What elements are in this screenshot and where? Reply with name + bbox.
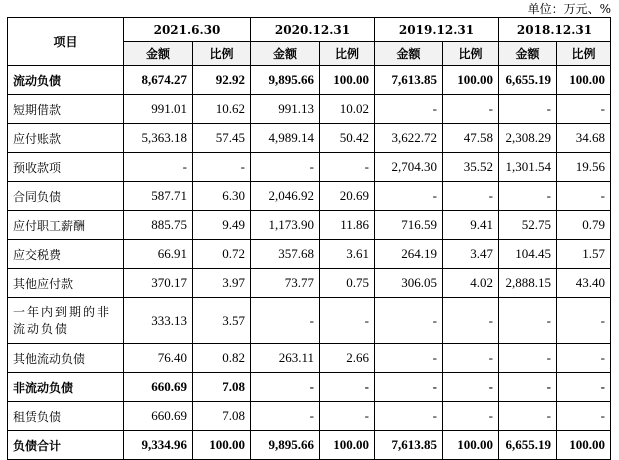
header-ratio: 比例 xyxy=(320,42,375,66)
amount-cell: 660.69 xyxy=(124,402,193,431)
ratio-cell: 92.92 xyxy=(193,66,251,95)
ratio-cell: - xyxy=(557,95,611,124)
ratio-cell: - xyxy=(320,373,375,402)
ratio-cell: 100.00 xyxy=(320,66,375,95)
ratio-cell: - xyxy=(443,298,499,344)
amount-cell: 1,173.90 xyxy=(251,211,320,240)
amount-cell: 66.91 xyxy=(124,240,193,269)
ratio-cell: 3.61 xyxy=(320,240,375,269)
ratio-cell: 3.47 xyxy=(443,240,499,269)
header-amount: 金额 xyxy=(499,42,557,66)
header-ratio: 比例 xyxy=(193,42,251,66)
amount-cell: 2,888.15 xyxy=(499,269,557,298)
amount-cell: - xyxy=(251,153,320,182)
amount-cell: 76.40 xyxy=(124,344,193,373)
ratio-cell: 100.00 xyxy=(557,431,611,460)
amount-cell: 991.13 xyxy=(251,95,320,124)
row-label: 其他应付款 xyxy=(8,269,124,298)
row-label: 一年内到期的非流动负债 xyxy=(8,298,124,344)
row-label: 预收款项 xyxy=(8,153,124,182)
ratio-cell: 34.68 xyxy=(557,124,611,153)
amount-cell: 370.17 xyxy=(124,269,193,298)
amount-cell: - xyxy=(375,182,443,211)
row-label: 应付账款 xyxy=(8,124,124,153)
ratio-cell: - xyxy=(557,298,611,344)
row-label: 流动负债 xyxy=(8,66,124,95)
amount-cell: 885.75 xyxy=(124,211,193,240)
table-row xyxy=(8,402,611,431)
ratio-cell: 1.57 xyxy=(557,240,611,269)
ratio-cell: 50.42 xyxy=(320,124,375,153)
amount-cell: 1,301.54 xyxy=(499,153,557,182)
amount-cell: - xyxy=(499,298,557,344)
ratio-cell: 100.00 xyxy=(320,431,375,460)
amount-cell: 3,622.72 xyxy=(375,124,443,153)
amount-cell: 5,363.18 xyxy=(124,124,193,153)
row-label: 应付职工薪酬 xyxy=(8,211,124,240)
table-row xyxy=(8,269,611,298)
ratio-cell: 4.02 xyxy=(443,269,499,298)
ratio-cell: - xyxy=(320,153,375,182)
ratio-cell: 0.79 xyxy=(557,211,611,240)
amount-cell: 8,674.27 xyxy=(124,66,193,95)
ratio-cell: 100.00 xyxy=(557,66,611,95)
ratio-cell: - xyxy=(320,298,375,344)
amount-cell: 264.19 xyxy=(375,240,443,269)
amount-cell: - xyxy=(499,95,557,124)
ratio-cell: 100.00 xyxy=(443,431,499,460)
amount-cell: 357.68 xyxy=(251,240,320,269)
header-item: 项目 xyxy=(8,18,124,66)
ratio-cell: - xyxy=(320,402,375,431)
amount-cell: - xyxy=(251,373,320,402)
ratio-cell: - xyxy=(193,153,251,182)
ratio-cell: - xyxy=(557,373,611,402)
ratio-cell: - xyxy=(557,182,611,211)
ratio-cell: 57.45 xyxy=(193,124,251,153)
table-row xyxy=(8,95,611,124)
ratio-cell: 11.86 xyxy=(320,211,375,240)
row-label: 合同负债 xyxy=(8,182,124,211)
amount-cell: 9,334.96 xyxy=(124,431,193,460)
amount-cell: 73.77 xyxy=(251,269,320,298)
amount-cell: - xyxy=(375,298,443,344)
header-period-2021-6-30: 2021.6.30 xyxy=(124,18,251,42)
ratio-cell: 43.40 xyxy=(557,269,611,298)
table-row xyxy=(8,182,611,211)
row-label: 租赁负债 xyxy=(8,402,124,431)
table-row xyxy=(8,153,611,182)
ratio-cell: - xyxy=(443,373,499,402)
amount-cell: 6,655.19 xyxy=(499,66,557,95)
ratio-cell: 35.52 xyxy=(443,153,499,182)
ratio-cell: 0.82 xyxy=(193,344,251,373)
amount-cell: 716.59 xyxy=(375,211,443,240)
amount-cell: 306.05 xyxy=(375,269,443,298)
amount-cell: - xyxy=(499,344,557,373)
row-label: 应交税费 xyxy=(8,240,124,269)
row-label: 负债合计 xyxy=(8,431,124,460)
ratio-cell: 0.72 xyxy=(193,240,251,269)
liabilities-table xyxy=(7,17,611,460)
table-row xyxy=(8,66,611,95)
amount-cell: 587.71 xyxy=(124,182,193,211)
amount-cell: 333.13 xyxy=(124,298,193,344)
header-period-2019-12-31: 2019.12.31 xyxy=(375,18,499,42)
amount-cell: - xyxy=(251,298,320,344)
table-row xyxy=(8,298,611,344)
header-period-2020-12-31: 2020.12.31 xyxy=(251,18,375,42)
amount-cell: - xyxy=(499,182,557,211)
ratio-cell: 47.58 xyxy=(443,124,499,153)
header-period-2018-12-31: 2018.12.31 xyxy=(499,18,611,42)
amount-cell: 2,046.92 xyxy=(251,182,320,211)
ratio-cell: - xyxy=(443,182,499,211)
ratio-cell: 100.00 xyxy=(443,66,499,95)
amount-cell: 263.11 xyxy=(251,344,320,373)
table-row xyxy=(8,240,611,269)
header-amount: 金额 xyxy=(251,42,320,66)
table-row xyxy=(8,431,611,460)
table-body xyxy=(8,66,611,460)
amount-cell: 2,704.30 xyxy=(375,153,443,182)
amount-cell: - xyxy=(499,373,557,402)
table-row xyxy=(8,211,611,240)
header-amount: 金额 xyxy=(124,42,193,66)
ratio-cell: - xyxy=(443,344,499,373)
amount-cell: 52.75 xyxy=(499,211,557,240)
amount-cell: 4,989.14 xyxy=(251,124,320,153)
row-label: 非流动负债 xyxy=(8,373,124,402)
header-ratio: 比例 xyxy=(443,42,499,66)
amount-cell: 9,895.66 xyxy=(251,66,320,95)
ratio-cell: - xyxy=(557,402,611,431)
ratio-cell: 2.66 xyxy=(320,344,375,373)
table-row xyxy=(8,373,611,402)
amount-cell: - xyxy=(375,344,443,373)
ratio-cell: 9.41 xyxy=(443,211,499,240)
amount-cell: 9,895.66 xyxy=(251,431,320,460)
amount-cell: 660.69 xyxy=(124,373,193,402)
amount-cell: 7,613.85 xyxy=(375,431,443,460)
ratio-cell: 7.08 xyxy=(193,402,251,431)
table-row xyxy=(8,124,611,153)
ratio-cell: 9.49 xyxy=(193,211,251,240)
amount-cell: - xyxy=(124,153,193,182)
ratio-cell: 6.30 xyxy=(193,182,251,211)
unit-label: 单位：万元、% xyxy=(527,2,611,16)
row-label: 其他流动负债 xyxy=(8,344,124,373)
amount-cell: - xyxy=(375,95,443,124)
header-amount: 金额 xyxy=(375,42,443,66)
amount-cell: 7,613.85 xyxy=(375,66,443,95)
amount-cell: 2,308.29 xyxy=(499,124,557,153)
ratio-cell: 10.02 xyxy=(320,95,375,124)
amount-cell: 991.01 xyxy=(124,95,193,124)
amount-cell: - xyxy=(251,402,320,431)
amount-cell: 104.45 xyxy=(499,240,557,269)
ratio-cell: - xyxy=(443,95,499,124)
row-label: 短期借款 xyxy=(8,95,124,124)
ratio-cell: 19.56 xyxy=(557,153,611,182)
amount-cell: - xyxy=(375,373,443,402)
header-ratio: 比例 xyxy=(557,42,611,66)
amount-cell: 6,655.19 xyxy=(499,431,557,460)
table-row xyxy=(8,344,611,373)
ratio-cell: 7.08 xyxy=(193,373,251,402)
ratio-cell: 100.00 xyxy=(193,431,251,460)
ratio-cell: - xyxy=(443,402,499,431)
amount-cell: - xyxy=(499,402,557,431)
ratio-cell: 3.57 xyxy=(193,298,251,344)
ratio-cell: 20.69 xyxy=(320,182,375,211)
ratio-cell: 3.97 xyxy=(193,269,251,298)
ratio-cell: - xyxy=(557,344,611,373)
amount-cell: - xyxy=(375,402,443,431)
ratio-cell: 10.62 xyxy=(193,95,251,124)
ratio-cell: 0.75 xyxy=(320,269,375,298)
